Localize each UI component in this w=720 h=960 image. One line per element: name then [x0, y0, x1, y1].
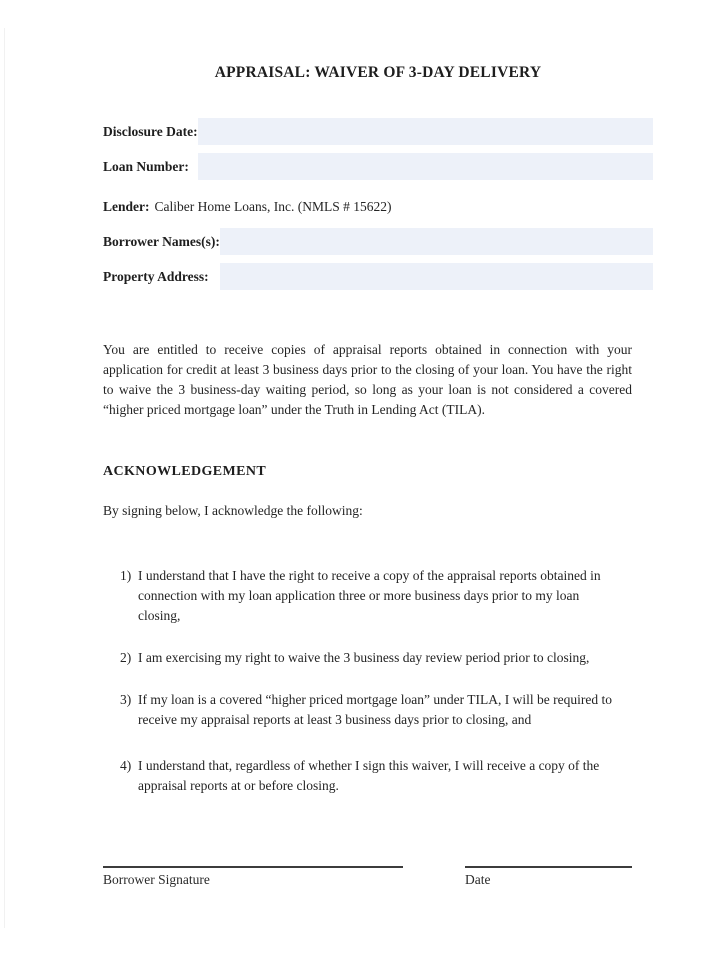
list-item-4-text: I understand that, regardless of whether I sign this waiver, I will receive a copy of the appraisal reports at or before closing.: [138, 758, 600, 793]
lender-value: Caliber Home Loans, Inc. (NMLS # 15622): [154, 199, 392, 214]
scan-edge-artifact: [4, 28, 5, 928]
property-address-input[interactable]: [220, 263, 653, 290]
date-label: Date: [465, 872, 491, 887]
borrower-names-label: Borrower Names(s):: [103, 233, 220, 249]
disclosure-date-input[interactable]: [198, 118, 653, 145]
list-item-2-text: I am exercising my right to waive the 3 business day review period prior to closing,: [138, 650, 590, 665]
list-item-3-text: If my loan is a covered “higher priced mortgage loan” under TILA, I will be required to receive my appraisal reports at least 3 business days prior to closing, and: [138, 692, 612, 727]
loan-number-label: Loan Number:: [103, 158, 189, 174]
document-content: [103, 0, 653, 818]
list-item-1-number: 1): [120, 568, 132, 583]
list-item-3-number: 3): [120, 692, 132, 707]
intro-paragraph: You are entitled to receive copies of appraisal reports obtained in connection with your application for credit at least 3 business days prior to the closing of your loan. You have the right to waive the 3 business-day waiting period, so long as your loan is not considered a covered “higher priced mortgage loan” under the Truth in Lending Act (TILA).: [103, 342, 632, 417]
property-address-row: [103, 263, 653, 290]
list-item-2: [120, 648, 653, 668]
signature-section: [103, 866, 653, 888]
date-signature-block: [465, 866, 632, 888]
document-title: APPRAISAL: WAIVER OF 3-DAY DELIVERY: [214, 64, 542, 81]
acknowledgement-lead: By signing below, I acknowledge the following:: [103, 503, 363, 518]
list-item-2-number: 2): [120, 650, 132, 665]
borrower-signature-label: Borrower Signature: [103, 872, 210, 887]
acknowledgement-list: [103, 566, 653, 796]
list-item-1: [120, 566, 653, 626]
borrower-names-input[interactable]: [220, 228, 653, 255]
disclosure-date-label: Disclosure Date:: [103, 123, 198, 139]
list-item-3: [120, 690, 653, 730]
list-item-1-text: I understand that I have the right to receive a copy of the appraisal reports obtained in connection with my loan application three or more business days prior to my loan closing,: [138, 568, 601, 623]
disclosure-date-row: [103, 118, 653, 145]
list-item-4-number: 4): [120, 758, 132, 773]
property-address-label: Property Address:: [103, 268, 209, 284]
loan-number-row: [103, 153, 653, 180]
form-fields: [103, 118, 653, 290]
signature-gap: [403, 866, 465, 888]
borrower-signature-block: [103, 866, 403, 888]
borrower-names-row: [103, 228, 653, 255]
loan-number-input[interactable]: [198, 153, 653, 180]
acknowledgement-heading: ACKNOWLEDGEMENT: [103, 464, 267, 479]
list-item-4: [120, 756, 653, 796]
lender-row: [103, 198, 653, 216]
lender-label: Lender:: [103, 199, 150, 214]
